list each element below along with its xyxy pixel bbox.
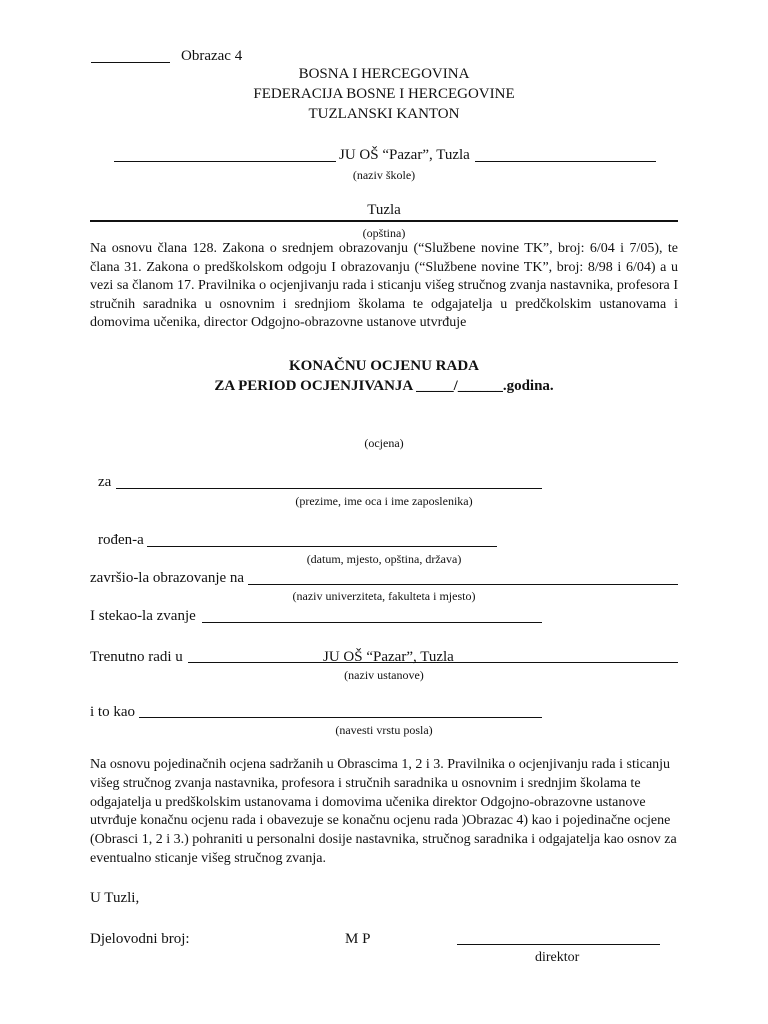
za-line [116, 488, 542, 489]
municipality-line [90, 220, 678, 222]
school-line-left [114, 161, 336, 162]
works-at-caption: (naziv ustanove) [344, 668, 424, 682]
title-line-2: ZA PERIOD OCJENJIVANJA _____/______.godina. [214, 378, 554, 394]
born-line [147, 546, 497, 547]
born-label: rođen-a [98, 532, 144, 548]
intro-paragraph: Na osnovu člana 128. Zakona o srednjem obrazovanju (“Službene novine TK”, broj: 6/04 i 7/05), te člana 31. Zakona o predškolskom odgoju I obrazovanju (“Službene novine TK”, broj: 8/98 i 6/04) a u vezi sa članom 17. Pravilnika o ocjenjivanju rada i sticanju višeg stručnog zvanja nastavnika, profesora I stručnih saradnika u osnovnim i srednjiom školama te odgajatelja u predčkolskim ustanovama i domovima učenika, director Odgojno-obrazovne ustanove utvrđuje [90, 241, 678, 331]
za-caption: (prezime, ime oca i ime zaposlenika) [295, 494, 473, 508]
ref-number-label: Djelovodni broj: [90, 931, 190, 947]
works-at-value: JU OŠ “Pazar”, Tuzla [323, 649, 454, 665]
education-label: završio-la obrazovanje na [90, 570, 245, 586]
signature-line [457, 944, 660, 945]
municipality-name: Tuzla [367, 202, 401, 218]
position-caption: (navesti vrstu posla) [335, 723, 433, 737]
grade-caption: (ocjena) [364, 436, 404, 450]
works-at-label: Trenutno radi u [90, 649, 183, 665]
za-label: za [98, 474, 112, 490]
education-caption: (naziv univerziteta, fakulteta i mjesto) [292, 589, 476, 603]
born-caption: (datum, mjesto, opština, država) [306, 552, 462, 566]
header-country: BOSNA I HERCEGOVINA [298, 66, 470, 82]
header-federation: FEDERACIJA BOSNE I HERCEGOVINE [253, 86, 515, 102]
education-line [248, 584, 678, 585]
school-line-right [475, 161, 656, 162]
title-label: I stekao-la zvanje [90, 608, 196, 624]
title-line [202, 622, 542, 623]
signatory-label: direktor [535, 950, 580, 965]
municipality-caption: (opština) [362, 226, 406, 240]
school-caption: (naziv škole) [352, 168, 416, 182]
place-label: U Tuzli, [90, 890, 140, 906]
school-name: JU OŠ “Pazar”, Tuzla [339, 147, 470, 163]
closing-paragraph: Na osnovu pojedinačnih ocjena sadržanih u Obrascima 1, 2 i 3. Pravilnika o ocjenjivanju rada i sticanju višeg stručnog zvanja nastavnika, profesora i stručnih saradnika u osnovnim i srednjim školama te odgajatelja u predškolskim ustanovama i domovima učenika direktor Odgojno-obrazovne ustanove utvrđuje konačnu ocjenu rada i obavezuje se konačnu ocjenu rada )Obrazac 4) kao i pojedinačne ocjene (Obrasci 1, 2 i 3.) pohraniti u personalni dosije nastavnika, stručnog saradnika i odgajatelja kao osnov za eventualno sticanje višeg stručnog zvanja. [90, 757, 677, 866]
title-line-1: KONAČNU OCJENU RADA [289, 358, 479, 374]
header-canton: TUZLANSKI KANTON [308, 106, 460, 122]
stamp-mark: M P [345, 931, 371, 947]
form-label: Obrazac 4 [181, 48, 243, 64]
form-label-line [91, 62, 170, 63]
position-label: i to kao [90, 704, 135, 720]
position-line [139, 717, 542, 718]
